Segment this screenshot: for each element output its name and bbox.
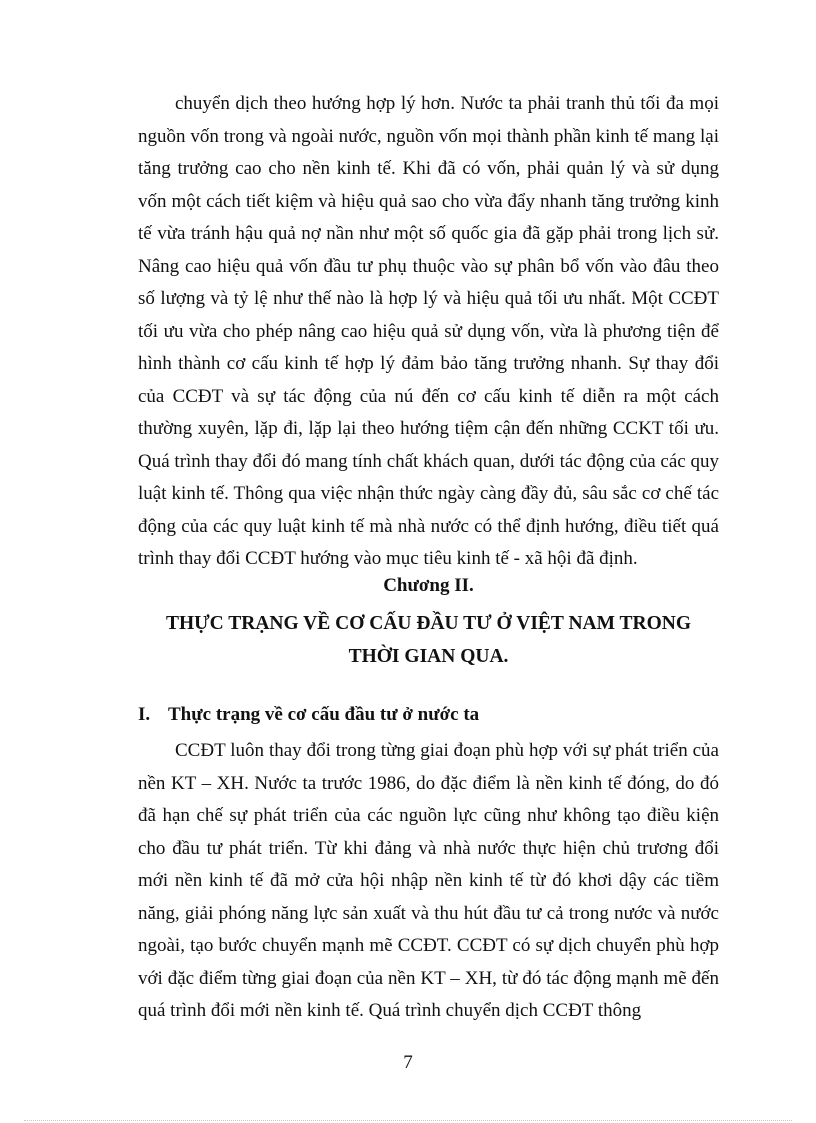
section-heading: [138, 704, 479, 726]
chapter-number: Chương II.: [383, 575, 474, 596]
chapter-title: [138, 607, 719, 673]
section-title: Thực trạng về cơ cấu đầu tư ở nước ta: [168, 704, 480, 725]
chapter-title-line-2: THỜI GIAN QUA.: [348, 646, 509, 667]
body-paragraph-2: CCĐT luôn thay đổi trong từng giai đoạn phù hợp với sự phát triển của nền KT – XH. Nước ta trước 1986, do đặc điểm là nền kinh tế đóng, do đó đã hạn chế sự phát triển của các nguồn lực cũng như không tạo điều kiện cho đầu tư phát triển. Từ khi đảng và nhà nước thực hiện chủ trương đổi mới nền kinh tế đã mở cửa hội nhập nền kinh tế từ đó khơi dậy các tiềm năng, giải phóng năng lực sản xuất và thu hút đầu tư cả trong nước và nước ngoài, tạo bước chuyển mạnh mẽ CCĐT. CCĐT có sự dịch chuyển phù hợp với đặc điểm từng giai đoạn của nền KT – XH, từ đó tác động mạnh mẽ đến quá trình đổi mới nền kinh tế. Quá trình chuyển dịch CCĐT thông: [138, 740, 719, 1021]
page-bottom-divider: [24, 1120, 792, 1121]
page-number: 7: [403, 1052, 413, 1073]
body-paragraph-1: chuyển dịch theo hướng hợp lý hơn. Nước ta phải tranh thủ tối đa mọi nguồn vốn trong và ngoài nước, nguồn vốn mọi thành phần kinh tế mang lại tăng trưởng cao cho nền kinh tế. Khi đã có vốn, phải quản lý và sử dụng vốn một cách tiết kiệm và hiệu quả sao cho vừa đẩy nhanh tăng trưởng kinh tế vừa tránh hậu quả nợ nần như một số quốc gia đã gặp phải trong lịch sử. Nâng cao hiệu quả vốn đầu tư phụ thuộc vào sự phân bổ vốn vào đâu theo số lượng và tỷ lệ như thế nào là hợp lý và hiệu quả tối ưu nhất. Một CCĐT tối ưu vừa cho phép nâng cao hiệu quả sử dụng vốn, vừa là phương tiện để hình thành cơ cấu kinh tế hợp lý đảm bảo tăng trưởng nhanh. Sự thay đổi của CCĐT và sự tác động của nú đến cơ cấu kinh tế diễn ra một cách thường xuyên, lặp đi, lặp lại theo hướng tiệm cận đến những CCKT tối ưu. Quá trình thay đổi đó mang tính chất khách quan, dưới tác động của các quy luật kinh tế. Thông qua việc nhận thức ngày càng đầy đủ, sâu sắc cơ chế tác động của các quy luật kinh tế mà nhà nước có thể định hướng, điều tiết quá trình thay đổi CCĐT hướng vào mục tiêu kinh tế - xã hội đã định.: [138, 93, 719, 569]
section-number: I.: [138, 704, 151, 725]
chapter-title-line-1: THỰC TRẠNG VỀ CƠ CẤU ĐẦU TƯ Ở VIỆT NAM TRONG: [165, 613, 692, 634]
